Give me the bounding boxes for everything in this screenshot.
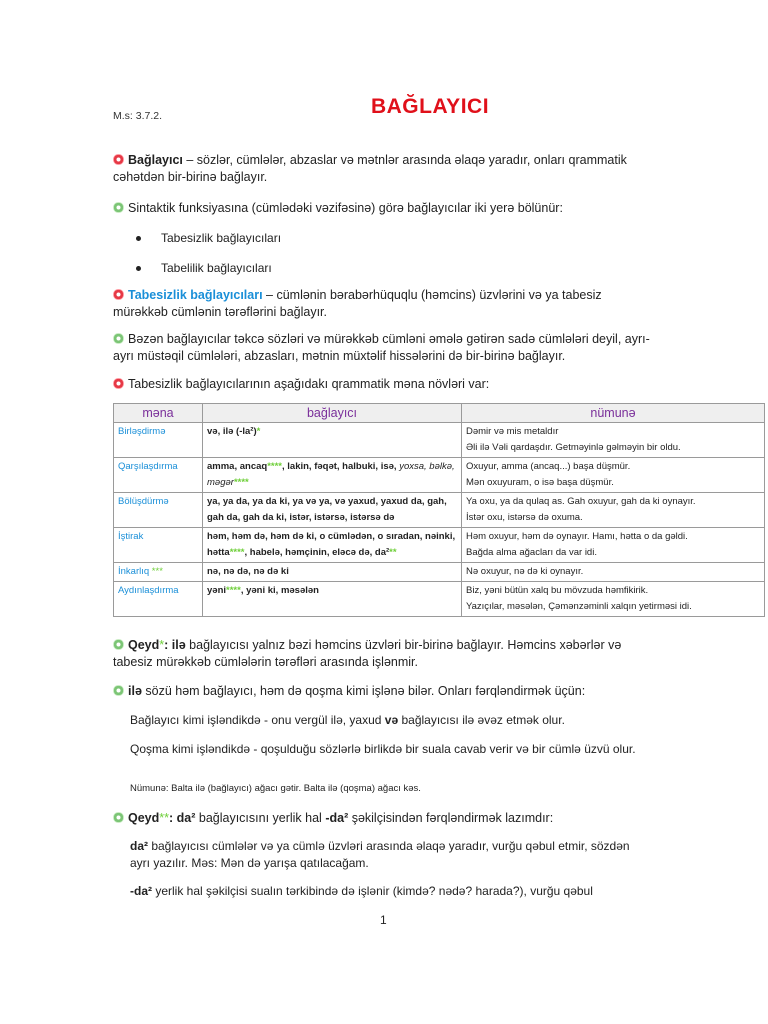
ile-word: ilə <box>128 684 142 698</box>
star-mark: *** <box>149 566 163 577</box>
example-line: Mən oxuyuram, o isə başa düşmür. <box>466 477 614 488</box>
coord-term: Tabesizlik bağlayıcıları <box>128 288 263 302</box>
note-word: : ilə <box>164 638 186 652</box>
flower-icon <box>113 289 124 300</box>
example-line: Biz, yəni bütün xalq bu mövzuda həmfikirik. <box>466 585 649 596</box>
example-line: Əli ilə Vəli qardaşdır. Getməyinlə gəlməyin bir oldu. <box>466 442 681 453</box>
da-text: bağlayıcısı cümlələr və ya cümlə üzvləri arasında əlaqə yaradır, vurğu qəbul etmir, sözdən ayrı yazılır. Məs: Mən də yarışa qatılacağam. <box>130 839 630 870</box>
conj-cell <box>203 458 462 493</box>
table-header-row <box>114 404 765 423</box>
bullet-icon <box>136 266 141 271</box>
conj-text: həm, həm də, həm də ki, o cümlədən, o sıradan, nəinki, hətta <box>207 531 456 558</box>
table-row <box>114 582 765 617</box>
list-item <box>136 261 272 275</box>
ile-line1-word: və <box>384 713 399 727</box>
example-line: İstər oxu, istərsə də oxuma. <box>466 512 583 523</box>
meaning-cell: Bölüşdürmə <box>114 493 203 528</box>
note-label: Qeyd <box>128 638 160 652</box>
star-mark: **** <box>226 585 241 596</box>
example-cell <box>462 582 765 617</box>
flower-icon <box>113 685 124 696</box>
star-mark: * <box>256 426 261 437</box>
table-row <box>114 528 765 563</box>
syntactic-text: Sintaktik funksiyasına (cümlədəki vəzifəsinə) görə bağlayıcılar iki yerə bölünür: <box>128 201 563 215</box>
flower-icon <box>113 202 124 213</box>
ile-line1-text: Bağlayıcı kimi işləndikdə - onu vergül ilə, yaxud <box>130 713 385 727</box>
example-line: Oxuyur, amma (ancaq...) başa düşmür. <box>466 461 631 472</box>
note-word: -da² <box>325 811 349 825</box>
example-line: Həm oxuyur, həm də oynayır. Hamı, hətta o da gəldi. <box>466 531 688 542</box>
example-line: Bağda alma ağacları da var idi. <box>466 547 597 558</box>
flower-icon <box>113 154 124 165</box>
conj-italic: yoxsa, bəlkə, məgər <box>207 461 455 488</box>
meaning-cell: İştirak <box>114 528 203 563</box>
star-mark: * <box>159 638 165 652</box>
list-item <box>136 231 281 245</box>
flower-icon <box>113 812 124 823</box>
example-cell <box>462 423 765 458</box>
meaning-cell: Qarşılaşdırma <box>114 458 203 493</box>
note1-paragraph <box>113 637 653 671</box>
meanings-intro-text: Tabesizlik bağlayıcılarının aşağıdakı qrammatik məna növləri var: <box>128 377 490 391</box>
example-cell <box>462 458 765 493</box>
table-row <box>114 423 765 458</box>
ile-line1 <box>130 712 650 729</box>
sometimes-paragraph <box>113 331 653 365</box>
example-line: Ya oxu, ya da qulaq as. Gah oxuyur, gah da ki oynayır. <box>466 496 696 507</box>
ile-text: sözü həm bağlayıcı, həm də qoşma kimi işlənə bilər. Onları fərqləndirmək üçün: <box>141 684 586 698</box>
note-text: bağlayıcısı yalnız bəzi həmcins üzvləri bir-birinə bağlayır. Həmcins xəbərlər və tabesiz mürəkkəb cümlələrin tərəfləri arasında işlənmir. <box>113 638 622 669</box>
ile-line2: Qoşma kimi işləndikdə - qoşulduğu sözlərlə birlikdə bir suala cavab verir və bir cümlə üzvü olur. <box>130 742 636 756</box>
star-mark: **** <box>233 477 249 488</box>
coord-paragraph <box>113 287 653 321</box>
conj-text: yəni <box>207 585 227 596</box>
meaning-text: İnkarlıq <box>118 566 150 577</box>
conj-cell <box>203 528 462 563</box>
table-row <box>114 493 765 528</box>
table-row <box>114 458 765 493</box>
da-paragraph-2 <box>130 883 630 900</box>
note-word: : da² <box>169 811 196 825</box>
meanings-table <box>113 403 765 617</box>
ile-line1-text: bağlayıcısı ilə əvəz etmək olur. <box>398 713 565 727</box>
meaning-cell: Aydınlaşdırma <box>114 582 203 617</box>
page-number: 1 <box>380 913 387 927</box>
conj-cell <box>203 582 462 617</box>
example-line: Yazıçılar, məsələn, Çəmənzəminli xalqın yetirməsi idi. <box>466 601 692 612</box>
column-header: bağlayıcı <box>203 404 462 423</box>
meaning-cell <box>114 563 203 582</box>
conj-cell <box>203 423 462 458</box>
flower-icon <box>113 333 124 344</box>
conj-text: , yəni ki, məsələn <box>240 585 319 596</box>
example-cell <box>462 528 765 563</box>
da-word: -da² <box>130 884 152 898</box>
star-mark: **** <box>267 461 282 472</box>
note-label: Qeyd <box>128 811 160 825</box>
da-paragraph-1 <box>130 838 650 872</box>
section-code: M.s: 3.7.2. <box>113 110 163 122</box>
bullet-icon <box>136 236 141 241</box>
syntactic-paragraph <box>113 200 653 217</box>
column-header: məna <box>114 404 203 423</box>
page-title: BAĞLAYICI <box>370 95 490 118</box>
meanings-intro <box>113 376 653 393</box>
da-text: yerlik hal şəkilçisi sualın tərkibində də işlənir (kimdə? nədə? harada?), vurğu qəbul <box>152 884 593 898</box>
list-item-label: Tabesizlik bağlayıcıları <box>161 231 282 245</box>
sometimes-text: Bəzən bağlayıcılar təkcə sözləri və mürəkkəb cümləni əmələ gətirən sadə cümlələri deyil, ayrı-ayrı müstəqil cümlələri, abzasları, mətnin müxtəlif hissələrini də bir-birinə bağlayır. <box>113 332 650 363</box>
note2-paragraph <box>113 810 653 827</box>
example-line: Dəmir və mis metaldır <box>466 426 559 437</box>
star-mark: **** <box>229 547 245 558</box>
da-word: da² <box>130 839 148 853</box>
flower-icon <box>113 639 124 650</box>
example-cell <box>462 493 765 528</box>
conj-cell: ya, ya da, ya da ki, ya və ya, və yaxud, yaxud da, gah, gah da, gah da ki, istər, istərsə, istərsə də <box>203 493 462 528</box>
intro-term: Bağlayıcı <box>128 153 183 167</box>
intro-definition: – sözlər, cümlələr, abzaslar və mətnlər arasında əlaqə yaradır, onları qrammatik cəhətdən bir-birinə bağlayır. <box>113 153 627 184</box>
note-text: şəkilçisindən fərqləndirmək lazımdır: <box>348 811 554 825</box>
flower-icon <box>113 378 124 389</box>
conj-text: amma, ancaq <box>207 461 268 472</box>
star-mark: ** <box>159 811 169 825</box>
conj-text: , lakin, fəqət, halbuki, isə, <box>282 461 400 472</box>
coord-definition: – cümlənin bərabərhüquqlu (həmcins) üzvlərini və ya tabesiz mürəkkəb cümlənin tərəflərini bağlayır. <box>113 288 602 319</box>
conj-cell: nə, nə də, nə də ki <box>203 563 462 582</box>
conj-text: və, ilə (-la²) <box>207 426 257 437</box>
column-header: nümunə <box>462 404 765 423</box>
example-note: Nümunə: Balta ilə (bağlayıcı) ağacı gətir. Balta ilə (qoşma) ağacı kəs. <box>130 783 421 794</box>
conj-text: , habelə, həmçinin, eləcə də, da² <box>244 547 390 558</box>
list-item-label: Tabelilik bağlayıcıları <box>161 261 272 275</box>
ile-paragraph <box>113 683 653 700</box>
intro-paragraph <box>113 152 653 186</box>
example-cell <box>462 563 765 582</box>
note-text: bağlayıcısını yerlik hal <box>195 811 326 825</box>
star-mark: ** <box>389 547 397 558</box>
table-row <box>114 563 765 582</box>
example-line: Nə oxuyur, nə də ki oynayır. <box>466 566 584 577</box>
meaning-cell: Birləşdirmə <box>114 423 203 458</box>
